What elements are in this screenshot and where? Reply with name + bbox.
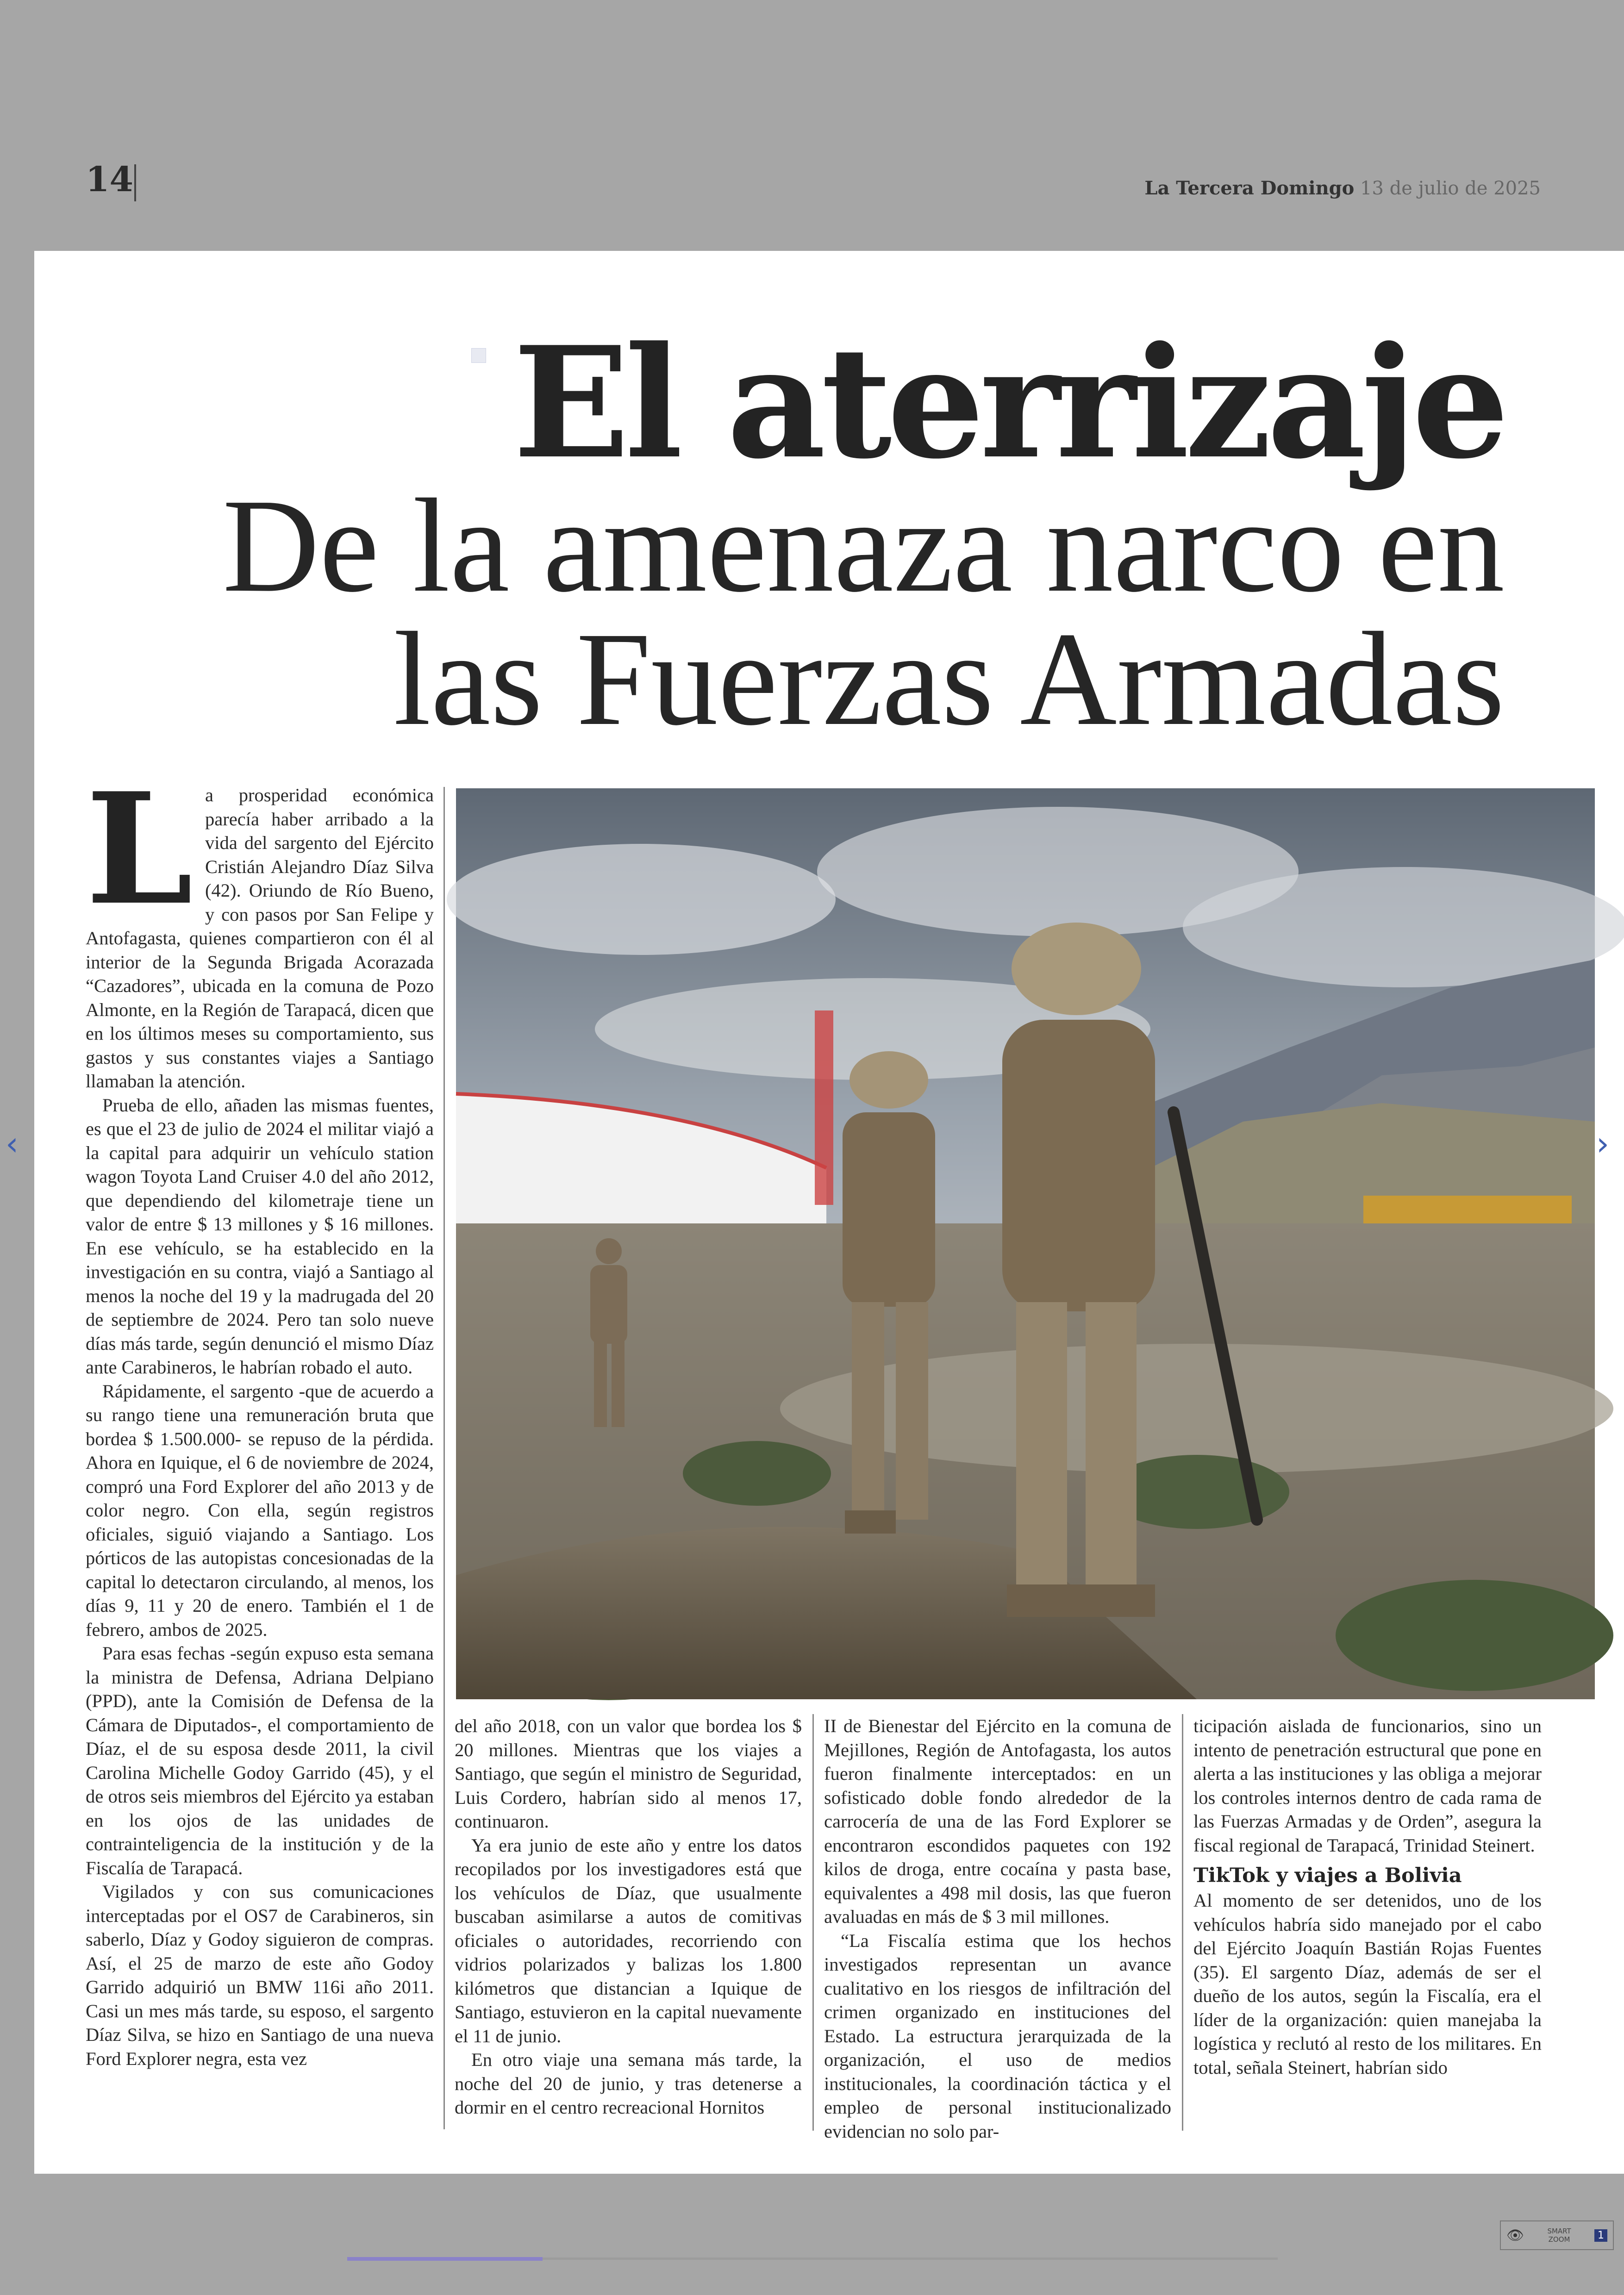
column-divider xyxy=(443,787,445,2129)
paragraph: “La Fiscalía estima que los hechos investigados representan un avance cualitativo en los riesgos de infiltración del crimen organizado en instituciones del Estado. La estructura jerarquizada de la organización, el uso de medios institucionales, la coordinación táctica y el empleo de personal institucionalizado evidencian no solo par- xyxy=(824,1930,1171,2142)
paragraph: a prosperidad económica parecía haber arribado a la vida del sargento del Ejército Cristián Alejandro Díaz Silva (42). Oriundo de Río Bueno, y con pasos por San Felipe y Antofagasta, quienes compartieron con él al interior de la Segunda Brigada Acorazada “Cazadores”, ubicada en la comuna de Pozo Almonte, en la Región de Tarapacá, dicen que en los últimos meses su comportamiento, sus gastos y sus constantes viajes a Santiago llamaban la atención. xyxy=(86,785,434,1091)
smart-zoom-page-badge: 1 xyxy=(1594,2229,1607,2242)
page-number: 14 xyxy=(86,160,133,200)
page-progress-fill xyxy=(347,2257,543,2261)
publication-date: 13 de julio de 2025 xyxy=(1360,178,1541,199)
paragraph: Prueba de ello, añaden las mismas fuentes, es que el 23 de julio de 2024 el militar viajó a la capital para adquirir un vehículo station wagon Toyota Land Cruiser 4.0 del año 2012, que dependiendo del kilometraje tiene un valor de entre $ 13 millones y $ 16 millones. En ese vehículo, se ha establecido en la investigación en su contra, viajó a Santiago al menos la noche del 19 y la madrugada del 20 de septiembre de 2024. Pero tan solo nueve días más tarde, según denunció el mismo Díaz ante Carabineros, le habrían robado el auto. xyxy=(86,1094,434,1378)
article-column-3 xyxy=(824,1714,1171,2142)
eye-icon: 👁 xyxy=(1506,2227,1524,2244)
column-divider xyxy=(1182,1714,1183,2131)
article-photo xyxy=(456,788,1595,1699)
article-column-4 xyxy=(1193,1714,1542,2131)
soldiers-photo-illustration xyxy=(456,788,1595,1699)
subheadline xyxy=(69,471,1505,753)
paragraph: Al momento de ser detenidos, uno de los vehículos habría sido manejado por el cabo del Ejército Joaquín Bastián Rojas Fuentes (35). El sargento Díaz, además de ser el dueño de los autos, según la Fiscalía, era el líder de la organización: quien manejaba la logística y reclutó al resto de los militares. En total, señala Steinert, habrían sido xyxy=(1193,1890,1542,2078)
paragraph: Vigilados y con sus comunicaciones interceptadas por el OS7 de Carabineros, sin saberlo, Díaz y Godoy siguieron de compras. Así, el 25 de marzo de este año Godoy Garrido adquirió un BMW 116i año 2011. Casi un mes más tarde, su esposo, el sargento Díaz Silva, se hizo en Santiago de una nueva Ford Explorer negra, esta vez xyxy=(86,1881,434,2069)
paragraph: II de Bienestar del Ejército en la comuna de Mejillones, Región de Antofagasta, los autos fueron finalmente interceptados: en un sofisticado doble fondo alrededor de la carrocería de una de las Ford Explorer se encontraron escondidos paquetes con 192 kilos de droga, entre cocaína y pasta base, equivalentes a 498 mil dosis, las que fueron avaluadas en más de $ 3 mil millones. xyxy=(824,1715,1171,1927)
subhead-line-2: las Fuerzas Armadas xyxy=(394,605,1505,753)
section-subheading: TikTok y viajes a Bolivia xyxy=(1193,1864,1462,1887)
next-page-arrow-icon[interactable]: › xyxy=(1596,1125,1609,1163)
paragraph: del año 2018, con un valor que bordea los $ 20 millones. Mientras que los viajes a Santiago, que según el ministro de Seguridad, Luis Cordero, habrían sido al menos 17, continuaron. xyxy=(455,1715,802,1832)
subhead-line-1: De la amenaza narco en xyxy=(222,471,1505,620)
paragraph: ticipación aislada de funcionarios, sino un intento de penetración estructural que pone en alerta a las instituciones y las obliga a mejorar los controles internos dentro de cada rama de las Fuerzas Armadas y de Orden”, asegura la fiscal regional de Tarapacá, Trinidad Steinert. xyxy=(1193,1715,1542,1856)
headline: El aterrizaje xyxy=(513,313,1505,493)
publication-line xyxy=(1144,177,1541,199)
column-divider xyxy=(812,1714,814,2131)
header-divider xyxy=(134,164,136,201)
smart-zoom-label: SMART ZOOM xyxy=(1547,2227,1571,2244)
article-column-2 xyxy=(455,1714,802,2131)
previous-page-arrow-icon[interactable]: ‹ xyxy=(6,1125,19,1163)
drop-cap: L xyxy=(86,759,194,939)
paragraph: Para esas fechas -según expuso esta semana la ministra de Defensa, Adriana Delpiano (PPD), ante la Comisión de Defensa de la Cámara de Diputados-, el comportamiento de Díaz, el de su esposa desde 2011, la civil Carolina Michelle Godoy Garrido (45), y el de otros seis miembros del Ejército ya estaban en los ojos de las unidades de contrainteligencia de la institución y de la Fiscalía de Tarapacá. xyxy=(86,1643,434,1878)
publication-name: La Tercera Domingo xyxy=(1144,177,1355,199)
paragraph: Rápidamente, el sargento -que de acuerdo a su rango tiene una remuneración bruta que bordea $ 1.500.000- se repuso de la pérdida. Ahora en Iquique, el 6 de noviembre de 2024, compró una Ford Explorer del año 2013 y de color negro. Con ella, según registros oficiales, siguió viajando a Santiago. Los pórticos de las autopistas concesionadas de la capital lo detectaron circulando, al menos, los días 9, 11 y 20 de enero. También el 1 de febrero, ambos de 2025. xyxy=(86,1380,434,1640)
smart-zoom-button[interactable] xyxy=(1500,2220,1614,2250)
article-column-1 xyxy=(86,759,434,2126)
paragraph: En otro viaje una semana más tarde, la noche del 20 de junio, y tras detenerse a dormir en el centro recreacional Hornitos xyxy=(455,2049,802,2118)
paragraph: Ya era junio de este año y entre los datos recopilados por los investigadores está que los vehículos de Díaz, que usualmente buscaban asimilarse a autos de comitivas oficiales o autoridades, recorriendo con vidrios polarizados y balizas los 1.800 kilómetros que distancian a Iquique de Santiago, estuvieron en la capital nuevamente el 11 de junio. xyxy=(455,1834,802,2046)
